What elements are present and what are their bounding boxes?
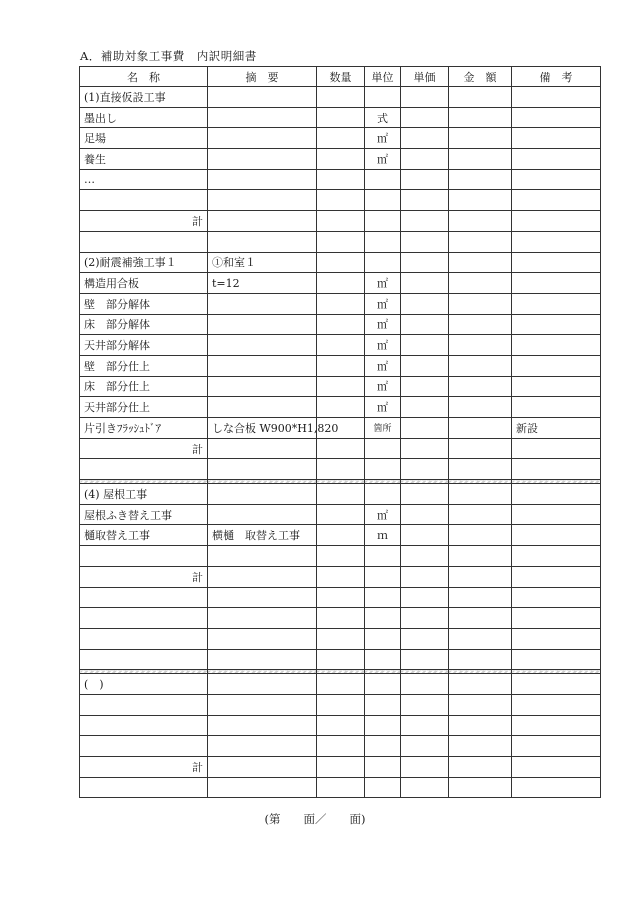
item-spec: t=12 [208, 273, 317, 294]
item-unit: ｍ [365, 525, 401, 546]
item-unit: ㎡ [365, 293, 401, 314]
header-unit-price: 単価 [401, 67, 449, 87]
item-name: 天井部分仕上 [80, 397, 208, 418]
total-row [80, 757, 601, 778]
item-unit: ㎡ [365, 314, 401, 335]
header-remarks: 備 考 [512, 67, 601, 87]
header-row [80, 67, 601, 87]
item-name: 床 部分仕上 [80, 376, 208, 397]
document-title: A．補助対象工事費 内訳明細書 [80, 49, 257, 63]
item-name: 足場 [80, 128, 208, 149]
empty-row [80, 736, 601, 757]
item-name: 壁 部分仕上 [80, 355, 208, 376]
item-name: 天井部分解体 [80, 335, 208, 356]
empty-row [80, 649, 601, 670]
section-heading-row [80, 674, 601, 695]
section-heading: (4) 屋根工事 [80, 484, 208, 505]
item-name: 床 部分解体 [80, 314, 208, 335]
total-label: 計 [80, 438, 208, 459]
header-spec: 摘 要 [208, 67, 317, 87]
total-label: 計 [80, 566, 208, 587]
item-name: 壁 部分解体 [80, 293, 208, 314]
empty-row [80, 715, 601, 736]
table-row [80, 376, 601, 397]
item-unit: ㎡ [365, 376, 401, 397]
header-quantity: 数量 [317, 67, 365, 87]
total-label: 計 [80, 757, 208, 778]
page-number: (第 面／ 面) [264, 812, 366, 826]
item-unit: ㎡ [365, 397, 401, 418]
header-amount: 金 額 [449, 67, 512, 87]
item-unit: ㎡ [365, 335, 401, 356]
item-name: 構造用合板 [80, 273, 208, 294]
table-row [80, 314, 601, 335]
section-heading-row [80, 87, 601, 108]
table-row [80, 397, 601, 418]
empty-row [80, 694, 601, 715]
empty-row [80, 587, 601, 608]
section-heading: (2)耐震補強工事１ [80, 252, 208, 273]
header-unit: 単位 [365, 67, 401, 87]
item-unit: ㎡ [365, 128, 401, 149]
section-note: ①和室１ [208, 252, 317, 273]
empty-row [80, 546, 601, 567]
table-row [80, 335, 601, 356]
header-name: 名 称 [80, 67, 208, 87]
item-name: … [80, 169, 208, 190]
table-row [80, 169, 601, 190]
table-row [80, 273, 601, 294]
table-row [80, 128, 601, 149]
empty-row [80, 628, 601, 649]
section-heading-row [80, 252, 601, 273]
item-name: 片引きﾌﾗｯｼｭﾄﾞｱ [80, 418, 208, 439]
item-name: 樋取替え工事 [80, 525, 208, 546]
item-unit: ㎡ [365, 504, 401, 525]
empty-row [80, 608, 601, 629]
item-spec: しな合板 W900*H1,820 [208, 418, 317, 439]
table-row [80, 293, 601, 314]
item-name: 養生 [80, 149, 208, 170]
table-row [80, 107, 601, 128]
empty-row [80, 231, 601, 252]
item-unit: 箇所 [365, 418, 401, 439]
total-row [80, 211, 601, 232]
section-heading: (1)直接仮設工事 [80, 87, 208, 108]
item-unit: ㎡ [365, 273, 401, 294]
section-heading-row [80, 484, 601, 505]
table-row [80, 355, 601, 376]
section-heading: ( ) [80, 674, 208, 695]
table-row [80, 504, 601, 525]
item-name: 屋根ふき替え工事 [80, 504, 208, 525]
total-label: 計 [80, 211, 208, 232]
item-remark: 新設 [512, 418, 601, 439]
table-row [80, 525, 601, 546]
cost-breakdown-table [79, 66, 601, 798]
table-row [80, 149, 601, 170]
total-row [80, 438, 601, 459]
empty-row [80, 777, 601, 798]
empty-row [80, 459, 601, 480]
item-spec: 横樋 取替え工事 [208, 525, 317, 546]
empty-row [80, 190, 601, 211]
table-row [80, 418, 601, 439]
item-name: 墨出し [80, 107, 208, 128]
total-row [80, 566, 601, 587]
item-unit: ㎡ [365, 355, 401, 376]
item-unit: ㎡ [365, 149, 401, 170]
item-unit: 式 [365, 107, 401, 128]
